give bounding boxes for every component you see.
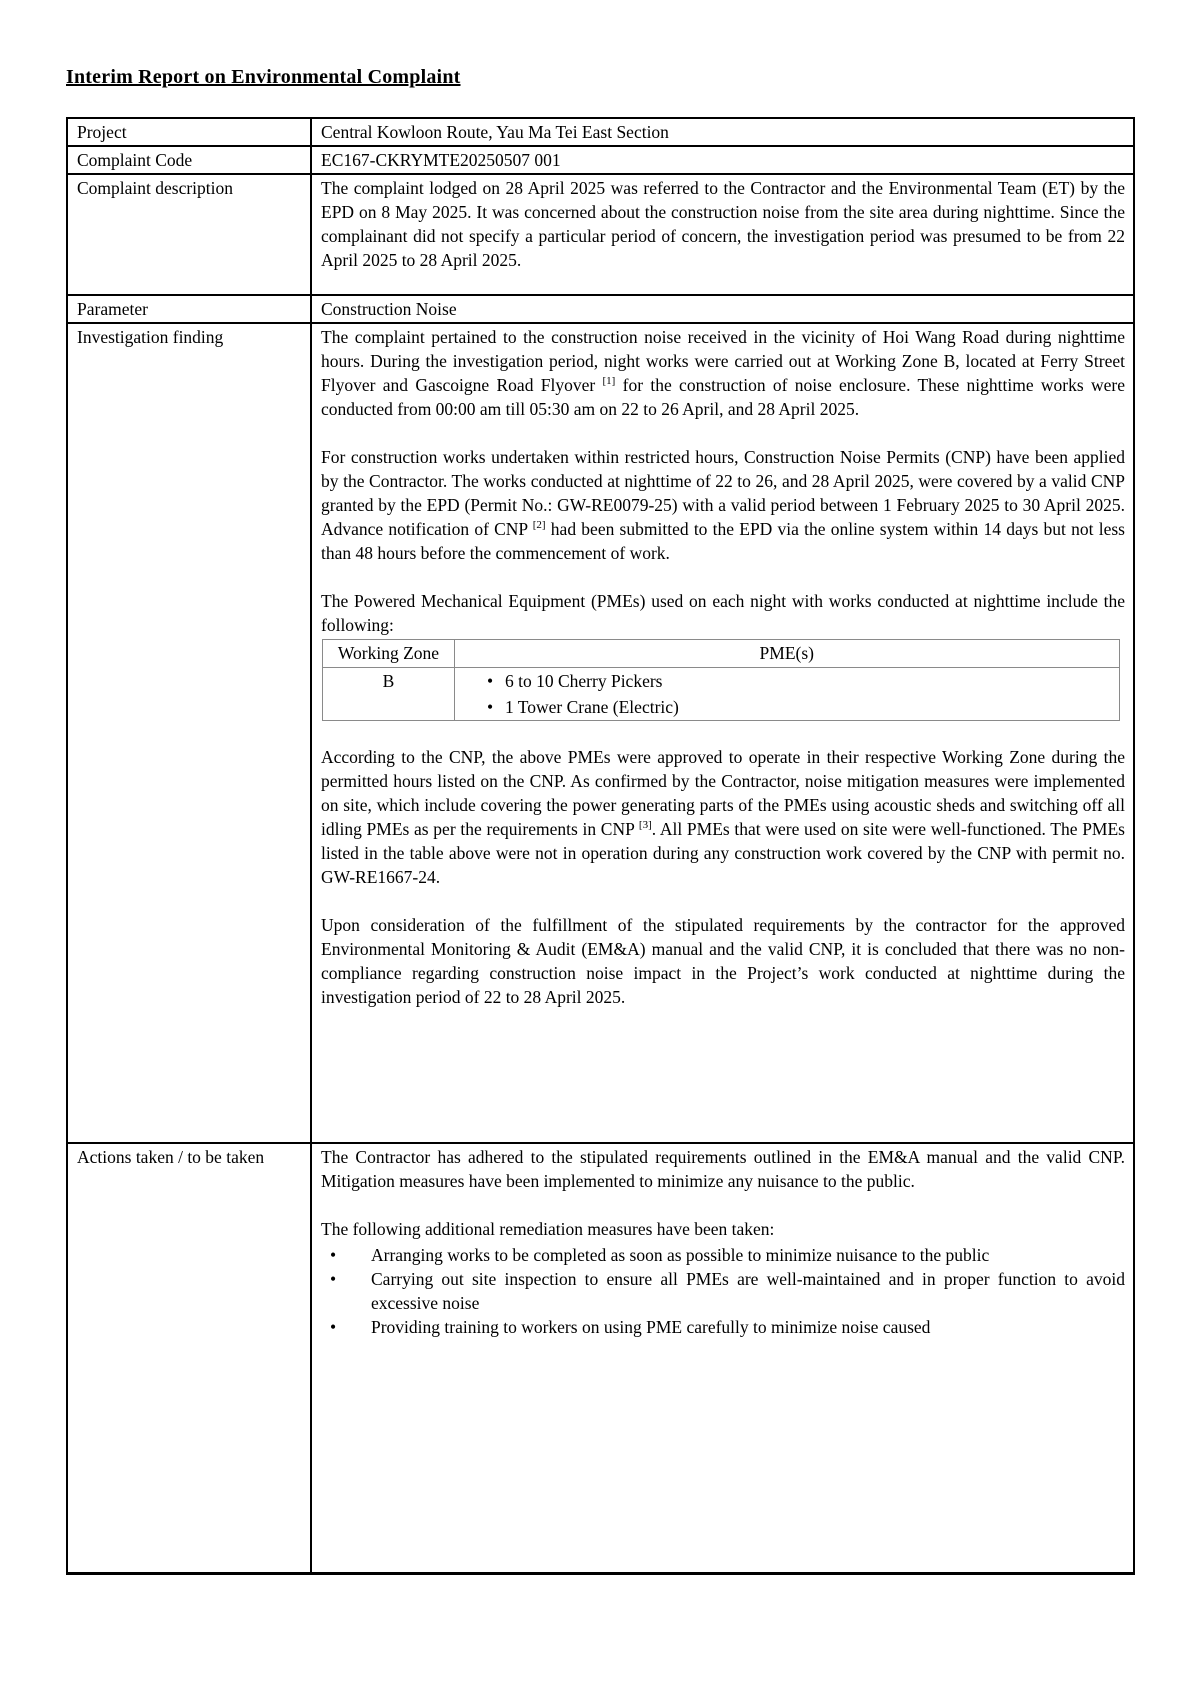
finding-p4-text: According to the CNP, the above PMEs were approved to operate in their respective Working Zone during the permitted hours listed on the CNP. As confirmed by the Contractor, noise mitigation measures were implemented on site, which include covering the power generating parts of the PMEs using acoustic sheds and switching off all idling PMEs as per the requirements in CNP: [321, 747, 1125, 839]
bullet-icon: •: [487, 697, 494, 717]
row-value-project: Central Kowloon Route, Yau Ma Tei East Section: [311, 118, 1134, 146]
finding-paragraph-5: Upon consideration of the fulfillment of the stipulated requirements by the contractor for the approved Environmental Monitoring & Audit (EM&A) manual and the valid CNP, it is concluded that there was no non-compliance regarding construction noise impact in the Project’s work conducted at nighttime during the investigation period of 22 to 28 April 2025.: [321, 915, 1125, 1007]
finding-p1-text-cont: for the construction of noise enclosure. These nighttime works were conducted from 00:00 am till 05:30 am on 22 to 26 April, and 28 April 2025.: [321, 375, 1126, 419]
pme-zone-value: B: [323, 668, 455, 721]
action-item-text: Carrying out site inspection to ensure all PMEs are well-maintained and in proper function to avoid excessive noise: [371, 1269, 1125, 1313]
table-row: [67, 174, 1134, 295]
row-label-complaint-description: Complaint description: [67, 174, 311, 295]
row-value-parameter: Construction Noise: [311, 295, 1134, 323]
bullet-icon: •: [487, 671, 494, 691]
row-value-complaint-code: EC167-CKRYMTE20250507 001: [311, 146, 1134, 174]
actions-paragraph-1: The Contractor has adhered to the stipulated requirements outlined in the EM&A manual and the valid CNP. Mitigation measures have been implemented to minimize any nuisance to the public.: [321, 1147, 1125, 1191]
table-row: [67, 1143, 1134, 1574]
action-item-text: Providing training to workers on using PME carefully to minimize noise caused: [371, 1317, 931, 1337]
action-item-text: Arranging works to be completed as soon as possible to minimize nuisance to the public: [371, 1245, 990, 1265]
pme-item: [459, 694, 1115, 720]
finding-paragraph-4: [321, 745, 1125, 889]
pme-item-text: 1 Tower Crane (Electric): [505, 697, 679, 717]
finding-p2-text: For construction works undertaken within restricted hours, Construction Noise Permits (CNP) have been applied by the Contractor. The works conducted at nighttime of 22 to 26, and 28 April 2025, were covered by a valid CNP granted by the EPD (Permit No.: GW-RE0079-25) with a valid period between 1 February 2025 to 30 April 2025. Advance notification of CNP: [321, 447, 1125, 539]
action-list-item: [321, 1243, 1125, 1267]
table-row: [67, 295, 1134, 323]
pme-header-working-zone: Working Zone: [323, 640, 455, 668]
finding-p4-text-cont: . All PMEs that were used on site were well-functioned. The PMEs listed in the table above were not in operation during any construction work covered by the CNP with permit no. GW-RE1667-24.: [321, 819, 1125, 887]
finding-paragraph-2: [321, 445, 1125, 565]
row-value-actions: [311, 1143, 1134, 1574]
pme-header-row: [323, 640, 1120, 668]
pme-item-text: 6 to 10 Cherry Pickers: [505, 671, 663, 691]
footnote-ref-2: [2]: [532, 519, 546, 532]
row-label-investigation-finding: Investigation finding: [67, 323, 311, 1143]
bullet-icon: •: [330, 1269, 337, 1289]
pme-table: [322, 639, 1120, 721]
finding-paragraph-3: The Powered Mechanical Equipment (PMEs) used on each night with works conducted at nighttime include the following:: [321, 591, 1125, 635]
row-label-actions: Actions taken / to be taken: [67, 1143, 311, 1574]
pme-header-pmes: PME(s): [455, 640, 1120, 668]
table-row: [67, 323, 1134, 1143]
finding-p2-text-cont: had been submitted to the EPD via the online system within 14 days but not less than 48 hours before the commencement of work.: [321, 519, 1125, 563]
table-row: [67, 118, 1134, 146]
pme-body-row: [323, 668, 1120, 721]
row-label-project: Project: [67, 118, 311, 146]
row-label-parameter: Parameter: [67, 295, 311, 323]
pme-items-cell: [455, 668, 1120, 721]
finding-paragraph-1: [321, 325, 1125, 421]
complaint-description-text: The complaint lodged on 28 April 2025 was referred to the Contractor and the Environmental Team (ET) by the EPD on 8 May 2025. It was concerned about the construction noise from the site area during nighttime. Since the complainant did not specify a particular period of concern, the investigation period was presumed to be from 22 April 2025 to 28 April 2025.: [321, 178, 1125, 270]
page-title: Interim Report on Environmental Complaint: [66, 66, 461, 88]
row-value-investigation-finding: [311, 323, 1134, 1143]
bullet-icon: •: [330, 1245, 337, 1265]
footnote-ref-3: [3]: [638, 819, 652, 832]
actions-paragraph-2: The following additional remediation measures have been taken:: [321, 1219, 775, 1239]
action-list-item: [321, 1267, 1125, 1315]
finding-p1-text: The complaint pertained to the construction noise received in the vicinity of Hoi Wang Road during nighttime hours. During the investigation period, night works were carried out at Working Zone B, located at Ferry Street Flyover and Gascoigne Road Flyover: [321, 327, 1125, 395]
bullet-icon: •: [330, 1317, 337, 1337]
report-table: [66, 117, 1135, 1575]
row-label-complaint-code: Complaint Code: [67, 146, 311, 174]
table-row: [67, 146, 1134, 174]
footnote-ref-1: [1]: [602, 375, 616, 388]
row-value-complaint-description: [311, 174, 1134, 295]
action-list-item: [321, 1315, 1125, 1339]
pme-item: [459, 668, 1115, 694]
